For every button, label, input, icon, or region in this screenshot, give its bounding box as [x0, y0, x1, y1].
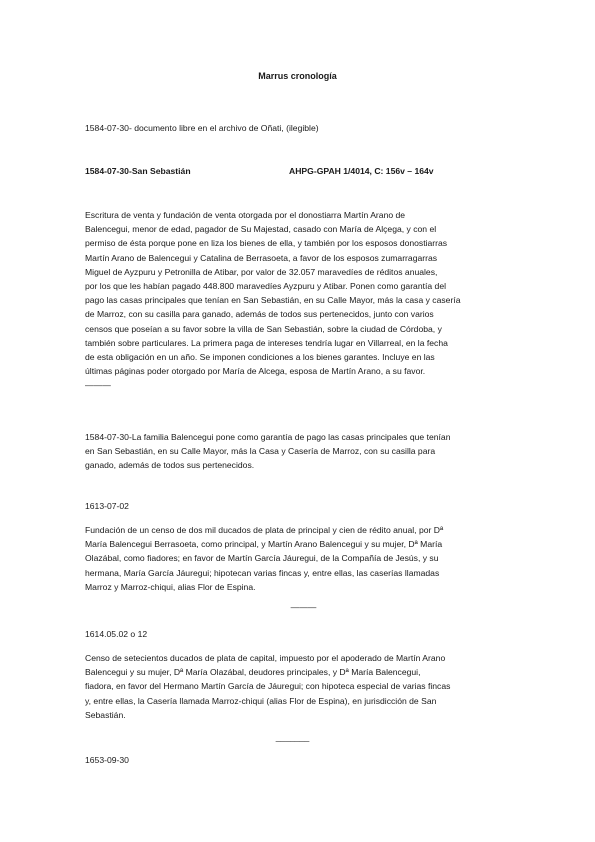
text-line: también sobre particulares. La primera paga de intereses tendría lugar en Villarreal, en la fecha — [85, 337, 448, 348]
text-line: María Balencegui Berrasoeta, como principal, y Martín Arano Balencegui y su mujer, Dª María — [85, 539, 443, 550]
text-line: 1584-07-30-La familia Balencegui pone como garantía de pago las casas principales que tenían — [85, 432, 451, 442]
document-title: Marrus cronología — [258, 71, 337, 81]
paragraph-1584-sale-deed — [85, 208, 505, 393]
text-line: Martín Arano de Balencegui y Catalina de Berrasoeta, a favor de los esposos zumarragarras — [85, 252, 438, 263]
text-line: Balencegui y su mujer, Dª María Olazábal, deudores principales, y Dª María Balencegui, — [85, 667, 421, 678]
entry-1653-date-heading: 1653-09-30 — [85, 755, 129, 765]
paragraph-1613-census — [85, 523, 505, 594]
text-line: Censo de setecientos ducados de plata de capital, impuesto por el apoderado de Martín Arano — [85, 653, 446, 663]
text-line: por los que les habían pagado 448.800 maravedíes Ayzpuru y Atibar. Ponen como garantía del — [85, 281, 447, 292]
text-line: pago las casas principales que tenían en San Sebastián, en su Calle Mayor, más la casa y casería — [85, 295, 461, 306]
separator: ——— — [85, 380, 111, 391]
entry-1613-date-heading: 1613-07-02 — [85, 501, 129, 511]
text-line: Miguel de Ayzpuru y Petronilla de Atibar, por valor de 32.057 maravedíes de réditos anuales, — [85, 266, 438, 277]
text-line: fiadora, en favor del Hermano Martín García de Jáuregui; con hipoteca especial de varias fincas — [85, 681, 451, 692]
text-line: ganado, además de todos sus pertenecidos. — [85, 460, 255, 471]
text-line: en San Sebastián, en su Calle Mayor, más la Casa y Casería de Marroz, con su casilla para — [85, 446, 436, 457]
text-line: permiso de ésta porque pone en liza los bienes de ella, y también por los esposos donostiarras — [85, 238, 448, 249]
entry-1584-date-heading: 1584-07-30-San Sebastián — [85, 166, 191, 176]
text-line: Escritura de venta y fundación de venta otorgada por el donostiarra Martín Arano de — [85, 210, 406, 220]
text-line: y, entre ellas, la Casería llamada Marroz-chiqui (alias Flor de Espina), en jurisdicción de San — [85, 695, 437, 706]
text-line: Sebastián. — [85, 709, 126, 720]
text-line: Olazábal, como fiadores; en favor de Martín García Jáuregui, de la Compañía de Jesús, y su — [85, 553, 439, 564]
text-line: censos que poseían a su favor sobre la villa de San Sebastián, sobre la ciudad de Córdoba, y — [85, 323, 442, 334]
paragraph-1584-guarantee — [85, 430, 505, 473]
text-line: Fundación de un censo de dos mil ducados de plata de principal y cien de rédito anual, por Dª — [85, 525, 444, 535]
text-line: últimas páginas poder otorgado por María de Alcega, esposa de Martín Arano, a su favor. — [85, 366, 426, 377]
text-line: Balencegui, menor de edad, pagador de Su Majestad, casado con María de Alçega, y con el — [85, 224, 437, 235]
entry-1614-date-heading: 1614.05.02 o 12 — [85, 629, 148, 639]
paragraph-1614-census — [85, 651, 505, 722]
text-line: de Marroz, con su casilla para ganado, además de todos sus pertenecidos, junto con varios — [85, 309, 434, 320]
entry-1584-archive-note: 1584-07-30- documento libre en el archivo de Oñati, (ilegible) — [85, 123, 319, 133]
separator: ——— — [290, 602, 317, 612]
text-line: hermana, María García Jáuregui; hipotecan varias fincas y, entre ellas, las caserías llamadas — [85, 567, 440, 578]
separator: _______ — [275, 732, 310, 742]
text-line: Marroz y Marroz-chiqui, alias Flor de Espina. — [85, 581, 256, 592]
text-line: de esta obligación en un año. Se imponen condiciones a los bienes garantes. Incluye en las — [85, 352, 435, 363]
entry-1584-archive-reference: AHPG-GPAH 1/4014, C: 156v – 164v — [289, 166, 434, 176]
